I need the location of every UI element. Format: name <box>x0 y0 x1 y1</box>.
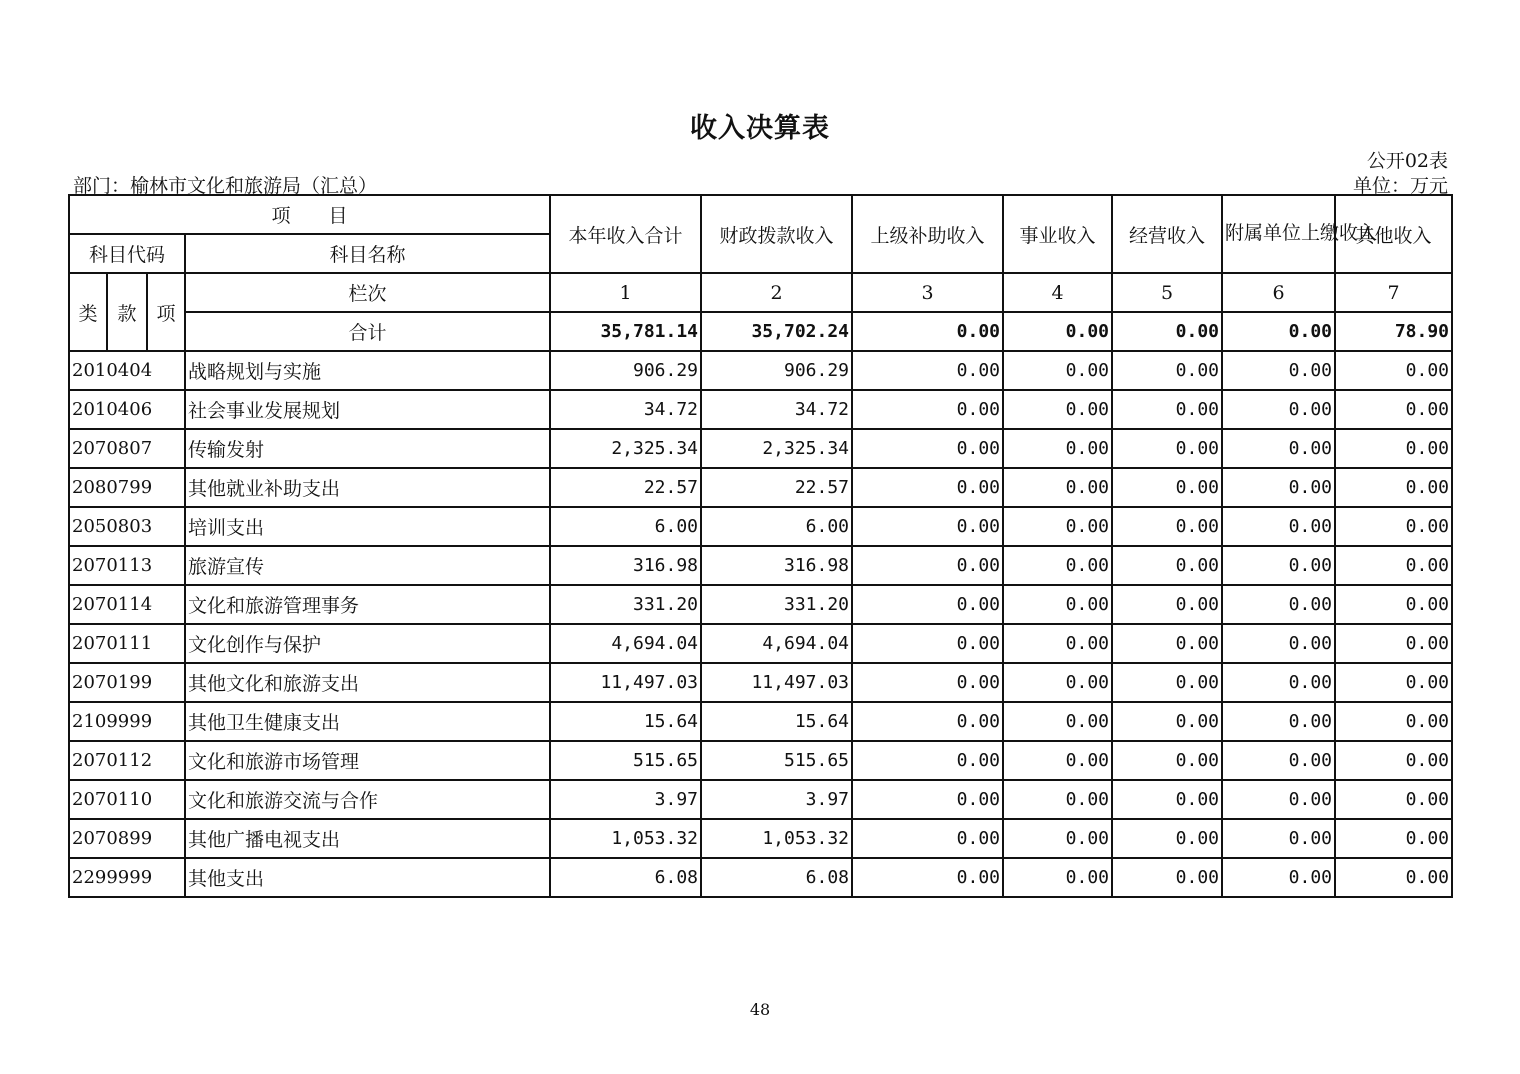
value-cell-col-4: 0.00 <box>1003 468 1112 507</box>
subject-code: 2109999 <box>69 702 185 741</box>
total-value-5: 0.00 <box>1112 312 1222 351</box>
value-cell-col-5: 0.00 <box>1112 663 1222 702</box>
value-cell-col-3: 0.00 <box>852 546 1003 585</box>
value-cell-col-4: 0.00 <box>1003 702 1112 741</box>
subject-code: 2070199 <box>69 663 185 702</box>
value-cell-col-4: 0.00 <box>1003 429 1112 468</box>
subject-code: 2070114 <box>69 585 185 624</box>
subject-name: 文化和旅游市场管理 <box>185 741 550 780</box>
value-cell-col-3: 0.00 <box>852 858 1003 897</box>
subject-name: 旅游宣传 <box>185 546 550 585</box>
value-cell-col-1: 4,694.04 <box>550 624 701 663</box>
value-cell-col-3: 0.00 <box>852 507 1003 546</box>
value-cell-col-1: 11,497.03 <box>550 663 701 702</box>
value-cell-col-3: 0.00 <box>852 819 1003 858</box>
header-kuan: 款 <box>107 273 147 351</box>
header-code: 科目代码 <box>69 234 185 273</box>
subject-code: 2080799 <box>69 468 185 507</box>
value-cell-col-6: 0.00 <box>1222 858 1335 897</box>
total-value-2: 35,702.24 <box>701 312 852 351</box>
value-cell-col-1: 34.72 <box>550 390 701 429</box>
value-cell-col-7: 0.00 <box>1335 780 1452 819</box>
value-cell-col-7: 0.00 <box>1335 429 1452 468</box>
header-col-5: 经营收入 <box>1112 195 1222 273</box>
subject-code: 2070807 <box>69 429 185 468</box>
total-value-4: 0.00 <box>1003 312 1112 351</box>
value-cell-col-5: 0.00 <box>1112 624 1222 663</box>
value-cell-col-2: 3.97 <box>701 780 852 819</box>
subject-code: 2070113 <box>69 546 185 585</box>
value-cell-col-2: 316.98 <box>701 546 852 585</box>
value-cell-col-6: 0.00 <box>1222 585 1335 624</box>
table-row <box>69 546 1452 585</box>
table-row <box>69 585 1452 624</box>
value-cell-col-7: 0.00 <box>1335 585 1452 624</box>
subject-name: 其他广播电视支出 <box>185 819 550 858</box>
value-cell-col-4: 0.00 <box>1003 780 1112 819</box>
subject-name: 培训支出 <box>185 507 550 546</box>
value-cell-col-2: 1,053.32 <box>701 819 852 858</box>
column-number-row <box>69 273 1452 312</box>
value-cell-col-7: 0.00 <box>1335 858 1452 897</box>
header-xiang: 项 <box>147 273 185 351</box>
value-cell-col-3: 0.00 <box>852 741 1003 780</box>
subject-code: 2010406 <box>69 390 185 429</box>
table-row <box>69 429 1452 468</box>
value-cell-col-2: 15.64 <box>701 702 852 741</box>
value-cell-col-4: 0.00 <box>1003 819 1112 858</box>
value-cell-col-4: 0.00 <box>1003 390 1112 429</box>
subject-code: 2070112 <box>69 741 185 780</box>
value-cell-col-6: 0.00 <box>1222 741 1335 780</box>
department-label: 部门：榆林市文化和旅游局（汇总） <box>73 175 378 197</box>
value-cell-col-5: 0.00 <box>1112 741 1222 780</box>
value-cell-col-3: 0.00 <box>852 390 1003 429</box>
table-row <box>69 858 1452 897</box>
total-value-3: 0.00 <box>852 312 1003 351</box>
value-cell-col-5: 0.00 <box>1112 468 1222 507</box>
value-cell-col-4: 0.00 <box>1003 741 1112 780</box>
total-value-6: 0.00 <box>1222 312 1335 351</box>
header-row-item <box>69 195 1452 234</box>
table-row <box>69 507 1452 546</box>
subject-name: 其他卫生健康支出 <box>185 702 550 741</box>
value-cell-col-3: 0.00 <box>852 663 1003 702</box>
value-cell-col-2: 6.00 <box>701 507 852 546</box>
value-cell-col-5: 0.00 <box>1112 585 1222 624</box>
value-cell-col-1: 2,325.34 <box>550 429 701 468</box>
subject-name: 文化和旅游管理事务 <box>185 585 550 624</box>
value-cell-col-4: 0.00 <box>1003 858 1112 897</box>
report-title: 收入决算表 <box>690 113 830 144</box>
value-cell-col-6: 0.00 <box>1222 429 1335 468</box>
value-cell-col-6: 0.00 <box>1222 468 1335 507</box>
header-col-7: 其他收入 <box>1335 195 1452 273</box>
subject-code: 2050803 <box>69 507 185 546</box>
header-col-3: 上级补助收入 <box>852 195 1003 273</box>
table-row <box>69 819 1452 858</box>
column-no-7: 7 <box>1335 273 1452 312</box>
column-no-1: 1 <box>550 273 701 312</box>
value-cell-col-1: 331.20 <box>550 585 701 624</box>
table-row <box>69 468 1452 507</box>
subject-name: 文化和旅游交流与合作 <box>185 780 550 819</box>
header-col-6: 附属单位上缴收入 <box>1222 195 1335 273</box>
value-cell-col-4: 0.00 <box>1003 507 1112 546</box>
value-cell-col-5: 0.00 <box>1112 429 1222 468</box>
header-col-1: 本年收入合计 <box>550 195 701 273</box>
value-cell-col-7: 0.00 <box>1335 702 1452 741</box>
subject-name: 传输发射 <box>185 429 550 468</box>
value-cell-col-1: 22.57 <box>550 468 701 507</box>
value-cell-col-5: 0.00 <box>1112 858 1222 897</box>
value-cell-col-7: 0.00 <box>1335 663 1452 702</box>
value-cell-col-5: 0.00 <box>1112 390 1222 429</box>
subject-name: 其他支出 <box>185 858 550 897</box>
total-value-1: 35,781.14 <box>550 312 701 351</box>
table-row <box>69 741 1452 780</box>
header-item: 项 目 <box>69 195 550 234</box>
subject-code: 2299999 <box>69 858 185 897</box>
value-cell-col-6: 0.00 <box>1222 663 1335 702</box>
value-cell-col-2: 2,325.34 <box>701 429 852 468</box>
value-cell-col-5: 0.00 <box>1112 780 1222 819</box>
value-cell-col-2: 906.29 <box>701 351 852 390</box>
value-cell-col-6: 0.00 <box>1222 624 1335 663</box>
value-cell-col-3: 0.00 <box>852 585 1003 624</box>
value-cell-col-6: 0.00 <box>1222 507 1335 546</box>
value-cell-col-1: 515.65 <box>550 741 701 780</box>
value-cell-col-7: 0.00 <box>1335 468 1452 507</box>
value-cell-col-2: 22.57 <box>701 468 852 507</box>
column-no-3: 3 <box>852 273 1003 312</box>
column-no-4: 4 <box>1003 273 1112 312</box>
table-row <box>69 351 1452 390</box>
value-cell-col-7: 0.00 <box>1335 624 1452 663</box>
value-cell-col-4: 0.00 <box>1003 585 1112 624</box>
value-cell-col-1: 316.98 <box>550 546 701 585</box>
subject-code: 2070899 <box>69 819 185 858</box>
column-no-5: 5 <box>1112 273 1222 312</box>
value-cell-col-4: 0.00 <box>1003 546 1112 585</box>
value-cell-col-7: 0.00 <box>1335 390 1452 429</box>
value-cell-col-1: 6.08 <box>550 858 701 897</box>
value-cell-col-3: 0.00 <box>852 702 1003 741</box>
header-name: 科目名称 <box>185 234 550 273</box>
value-cell-col-6: 0.00 <box>1222 546 1335 585</box>
form-number: 公开02表 <box>1366 150 1448 172</box>
subject-name: 文化创作与保护 <box>185 624 550 663</box>
value-cell-col-2: 11,497.03 <box>701 663 852 702</box>
value-cell-col-3: 0.00 <box>852 780 1003 819</box>
value-cell-col-3: 0.00 <box>852 351 1003 390</box>
total-value-7: 78.90 <box>1335 312 1452 351</box>
subject-name: 其他就业补助支出 <box>185 468 550 507</box>
subject-name: 社会事业发展规划 <box>185 390 550 429</box>
value-cell-col-1: 6.00 <box>550 507 701 546</box>
subject-code: 2070111 <box>69 624 185 663</box>
value-cell-col-5: 0.00 <box>1112 546 1222 585</box>
header-lei: 类 <box>69 273 107 351</box>
value-cell-col-5: 0.00 <box>1112 507 1222 546</box>
value-cell-col-2: 34.72 <box>701 390 852 429</box>
value-cell-col-2: 4,694.04 <box>701 624 852 663</box>
value-cell-col-5: 0.00 <box>1112 702 1222 741</box>
value-cell-col-4: 0.00 <box>1003 663 1112 702</box>
column-no-6: 6 <box>1222 273 1335 312</box>
value-cell-col-1: 1,053.32 <box>550 819 701 858</box>
value-cell-col-4: 0.00 <box>1003 624 1112 663</box>
value-cell-col-7: 0.00 <box>1335 507 1452 546</box>
value-cell-col-1: 3.97 <box>550 780 701 819</box>
value-cell-col-1: 15.64 <box>550 702 701 741</box>
subject-code: 2010404 <box>69 351 185 390</box>
value-cell-col-3: 0.00 <box>852 468 1003 507</box>
income-report-table <box>68 194 1453 898</box>
page-number: 48 <box>749 1000 771 1019</box>
table-row <box>69 390 1452 429</box>
header-col-2: 财政拨款收入 <box>701 195 852 273</box>
value-cell-col-3: 0.00 <box>852 624 1003 663</box>
value-cell-col-6: 0.00 <box>1222 819 1335 858</box>
column-row-label: 栏次 <box>185 273 550 312</box>
table-row <box>69 624 1452 663</box>
unit-label: 单位：万元 <box>1352 175 1448 197</box>
value-cell-col-5: 0.00 <box>1112 351 1222 390</box>
value-cell-col-3: 0.00 <box>852 429 1003 468</box>
header-col-4: 事业收入 <box>1003 195 1112 273</box>
subject-name: 其他文化和旅游支出 <box>185 663 550 702</box>
value-cell-col-6: 0.00 <box>1222 390 1335 429</box>
value-cell-col-6: 0.00 <box>1222 351 1335 390</box>
table-row <box>69 702 1452 741</box>
value-cell-col-7: 0.00 <box>1335 351 1452 390</box>
value-cell-col-2: 6.08 <box>701 858 852 897</box>
subject-code: 2070110 <box>69 780 185 819</box>
total-label: 合计 <box>185 312 550 351</box>
value-cell-col-6: 0.00 <box>1222 780 1335 819</box>
value-cell-col-6: 0.00 <box>1222 702 1335 741</box>
value-cell-col-7: 0.00 <box>1335 819 1452 858</box>
subject-name: 战略规划与实施 <box>185 351 550 390</box>
value-cell-col-5: 0.00 <box>1112 819 1222 858</box>
value-cell-col-4: 0.00 <box>1003 351 1112 390</box>
table-row <box>69 780 1452 819</box>
total-row <box>69 312 1452 351</box>
value-cell-col-7: 0.00 <box>1335 741 1452 780</box>
column-no-2: 2 <box>701 273 852 312</box>
value-cell-col-2: 515.65 <box>701 741 852 780</box>
value-cell-col-7: 0.00 <box>1335 546 1452 585</box>
table-row <box>69 663 1452 702</box>
value-cell-col-2: 331.20 <box>701 585 852 624</box>
value-cell-col-1: 906.29 <box>550 351 701 390</box>
